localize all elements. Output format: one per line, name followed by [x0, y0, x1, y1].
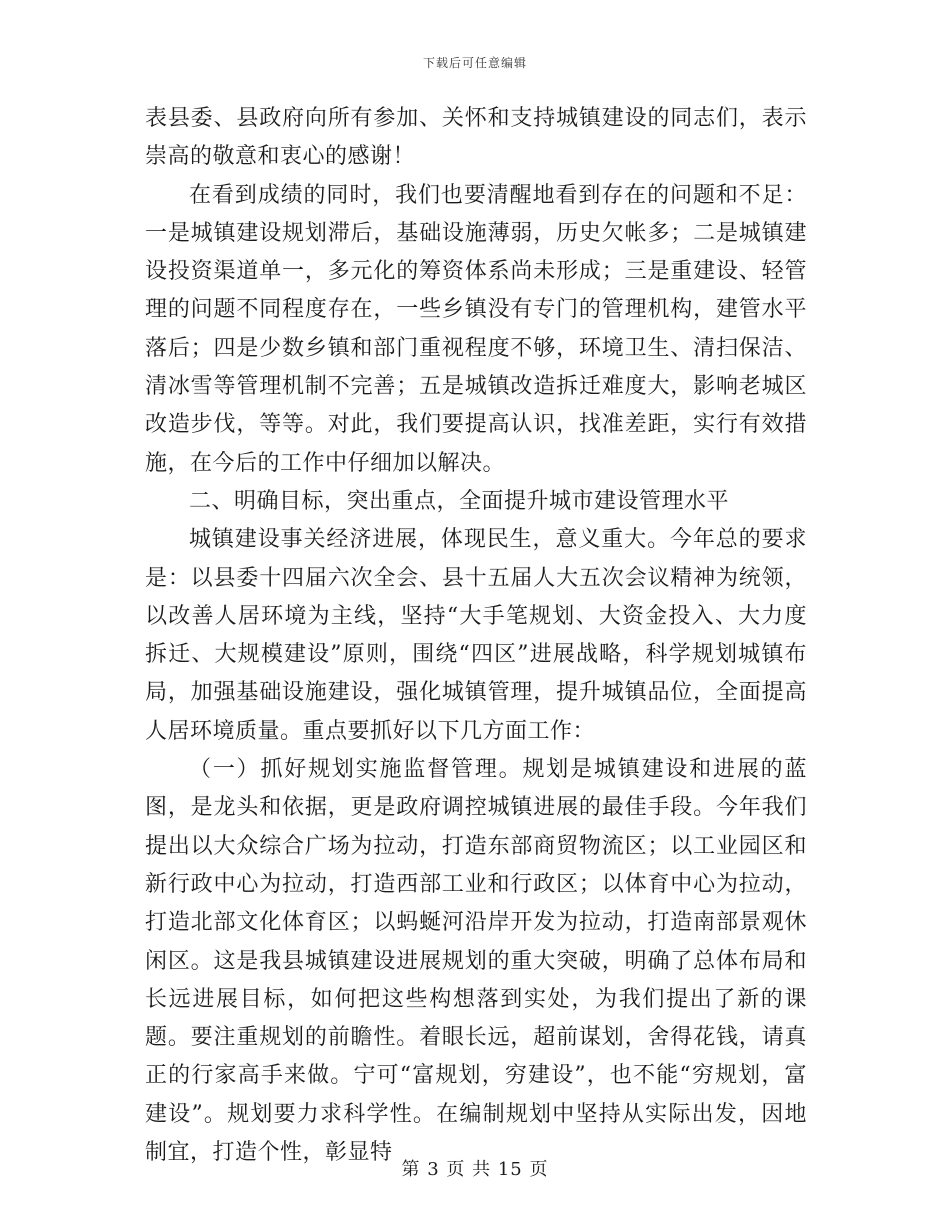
page-number: 第 3 页 共 15 页: [401, 1159, 549, 1180]
paragraph-planning: （一）抓好规划实施监督管理。规划是城镇建设和进展的蓝图，是龙头和依据，更是政府调控城镇进展的最佳手段。今年我们提出以大众综合广场为拉动，打造东部商贸物流区；以工业园区和新行政中心为拉动，打造西部工业和行政区；以体育中心为拉动，打造北部文化体育区；以蚂蜒河沿岸开发为拉动，打造南部景观休闲区。这是我县城镇建设进展规划的重大突破，明确了总体布局和长远进展目标，如何把这些构想落到实处，为我们提出了新的课题。要注重规划的前瞻性。着眼长远，超前谋划，舍得花钱，请真正的行家高手来做。宁可“富规划，穷建设”，也不能“穷规划，富建设”。规划要力求科学性。在编制规划中坚持从实际出发，因地制宜，打造个性，彰显特: [145, 757, 807, 1166]
header-note: 下载后可任意编辑: [422, 56, 527, 70]
paragraph-requirements: 城镇建设事关经济进展，体现民生，意义重大。今年总的要求是：以县委十四届六次全会、县十五届人大五次会议精神为统领，以改善人居环境为主线，坚持“大手笔规划、大资金投入、大力度拆迁、大规模建设”原则，围绕“四区”进展战略，科学规划城镇布局，加强基础设施建设，强化城镇管理，提升城镇品位，全面提高人居环境质量。重点要抓好以下几方面工作：: [145, 527, 807, 744]
section-heading: 二、明确目标，突出重点，全面提升城市建设管理水平: [189, 488, 730, 514]
document-body: [145, 100, 807, 1172]
paragraph-gratitude: 表县委、县政府向所有参加、关怀和支持城镇建设的同志们，表示崇高的敬意和衷心的感谢！: [145, 106, 807, 170]
paragraph-problems: 在看到成绩的同时，我们也要清醒地看到存在的问题和不足：一是城镇建设规划滞后，基础设施薄弱，历史欠帐多；二是城镇建设投资渠道单一，多元化的筹资体系尚未形成；三是重建设、轻管理的问题不同程度存在，一些乡镇没有专门的管理机构，建管水平落后；四是少数乡镇和部门重视程度不够，环境卫生、清扫保洁、清冰雪等管理机制不完善；五是城镇改造拆迁难度大，影响老城区改造步伐，等等。对此，我们要提高认识，找准差距，实行有效措施，在今后的工作中仔细加以解决。: [145, 182, 807, 476]
